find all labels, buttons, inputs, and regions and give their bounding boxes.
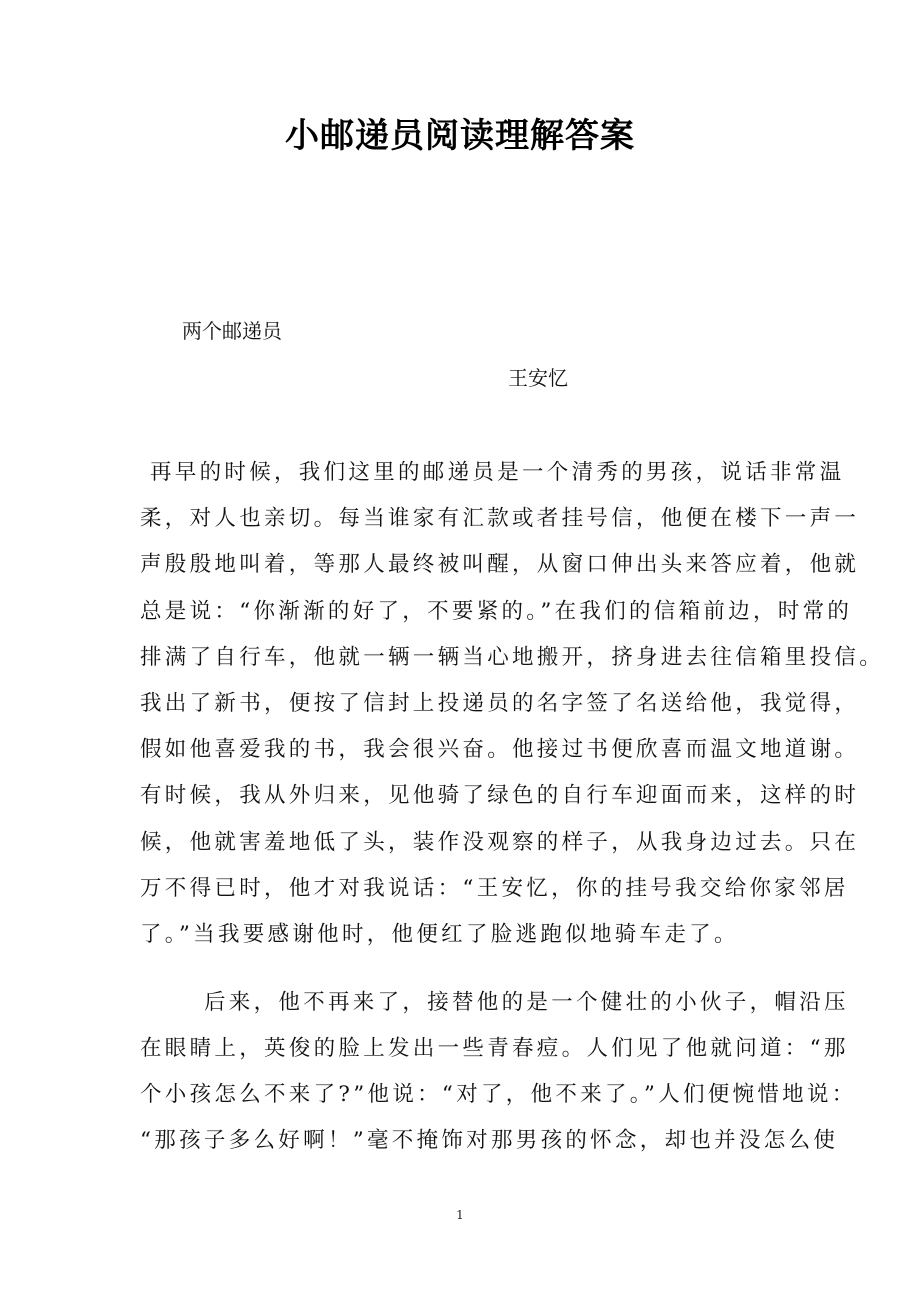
body-line: 候，他就害羞地低了头，装作没观察的样子，从我身边过去。只在 bbox=[140, 830, 860, 855]
body-line: 假如他喜爱我的书，我会很兴奋。他接过书便欣喜而温文地道谢。 bbox=[140, 737, 860, 762]
body-line: 在眼睛上，英俊的脸上发出一些青春痘。人们见了他就问道：“那 bbox=[140, 1036, 849, 1061]
body-line: 再早的时候，我们这里的邮递员是一个清秀的男孩，说话非常温 bbox=[150, 460, 845, 485]
body-line: 声殷殷地叫着，等那人最终被叫醒，从窗口伸出头来答应着，他就 bbox=[140, 552, 860, 577]
body-line: 我出了新书，便按了信封上投递员的名字签了名送给他，我觉得， bbox=[140, 691, 860, 716]
article-author: 王安忆 bbox=[508, 366, 568, 390]
page-number: 1 bbox=[456, 1208, 464, 1222]
body-line: 万不得已时，他才对我说话：“王安忆，你的挂号我交给你家邻居 bbox=[140, 876, 849, 901]
document-title: 小邮递员阅读理解答案 bbox=[285, 116, 635, 156]
article-heading: 两个邮递员 bbox=[182, 319, 282, 343]
body-line: 排满了自行车，他就一辆一辆当心地搬开，挤身进去往信箱里投信。 bbox=[140, 645, 885, 670]
body-line: 了。”当我要感谢他时，他便红了脸逃跑似地骑车走了。 bbox=[140, 922, 739, 947]
body-line: “那孩子多么好啊！”毫不掩饰对那男孩的怀念，却也并没怎么使 bbox=[140, 1128, 839, 1153]
body-line: 个小孩怎么不来了?”他说：“对了，他不来了。”人们便惋惜地说： bbox=[140, 1082, 857, 1107]
body-line: 柔，对人也亲切。每当谁家有汇款或者挂号信，他便在楼下一声一 bbox=[140, 506, 860, 531]
body-line: 后来，他不再来了，接替他的是一个健壮的小伙子，帽沿压 bbox=[204, 990, 849, 1015]
body-line: 总是说：“你渐渐的好了，不要紧的。”在我们的信箱前边，时常的 bbox=[140, 599, 853, 624]
body-line: 有时候，我从外归来，见他骑了绿色的自行车迎面而来，这样的时 bbox=[140, 783, 860, 808]
